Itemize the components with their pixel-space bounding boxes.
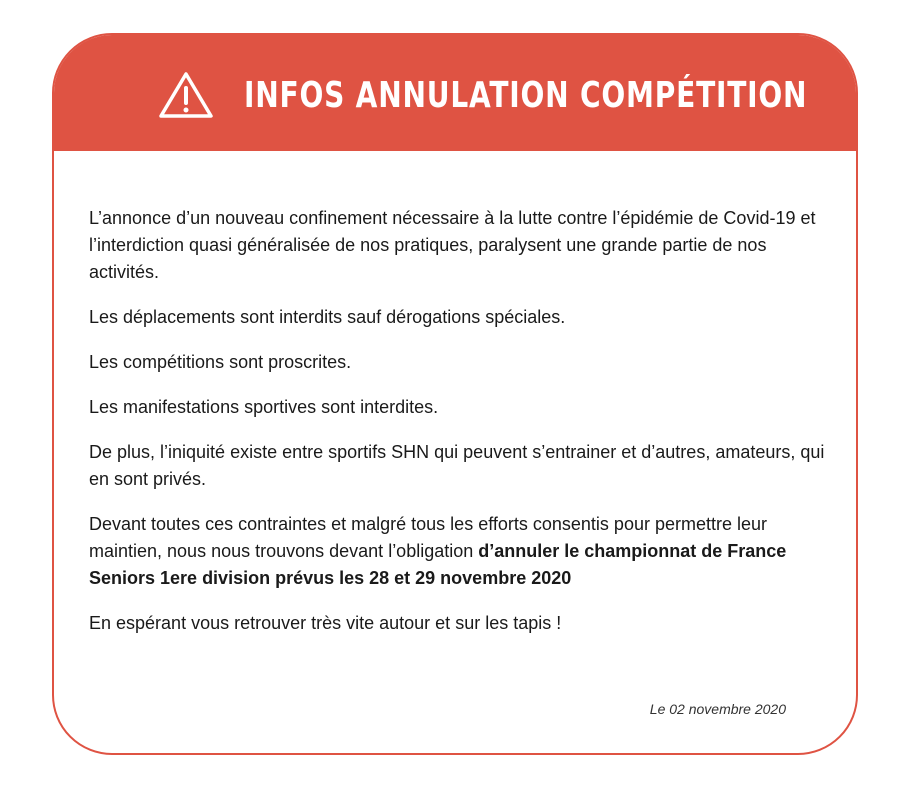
paragraph-closing: En espérant vous retrouver très vite autour et sur les tapis !	[89, 613, 562, 633]
page-title: INFOS ANNULATION COMPÉTITION	[244, 75, 808, 116]
paragraph-confinement: L’annonce d’un nouveau confinement nécessaire à la lutte contre l’épidémie de Covid-19 et l’interdiction quasi généralisée de nos pratiques, paralysent une grande partie de nos activités.	[89, 208, 816, 282]
annulation-text: Devant toutes ces contraintes et malgré tous les efforts consentis pour permettre leur maintien, nous nous trouvons devant l’obligation	[89, 514, 768, 561]
annulation-highlight: d’annuler le championnat de France Seniors 1ere division prévus les 28 et 29 novembre 2020	[89, 541, 787, 588]
publication-date: Le 02 novembre 2020	[649, 701, 786, 717]
announcement-card	[52, 33, 858, 755]
announcement-body	[89, 205, 829, 655]
paragraph-deplacements: Les déplacements sont interdits sauf dérogations spéciales.	[89, 307, 566, 327]
paragraph-iniquite: De plus, l’iniquité existe entre sportifs SHN qui peuvent s’entrainer et d’autres, amateurs, qui en sont privés.	[89, 442, 825, 489]
card-header	[54, 35, 856, 151]
paragraph-competitions: Les compétitions sont proscrites.	[89, 352, 352, 372]
warning-triangle-icon	[158, 71, 214, 119]
paragraph-manifestations: Les manifestations sportives sont interdites.	[89, 397, 439, 417]
paragraph-annulation	[89, 511, 829, 592]
